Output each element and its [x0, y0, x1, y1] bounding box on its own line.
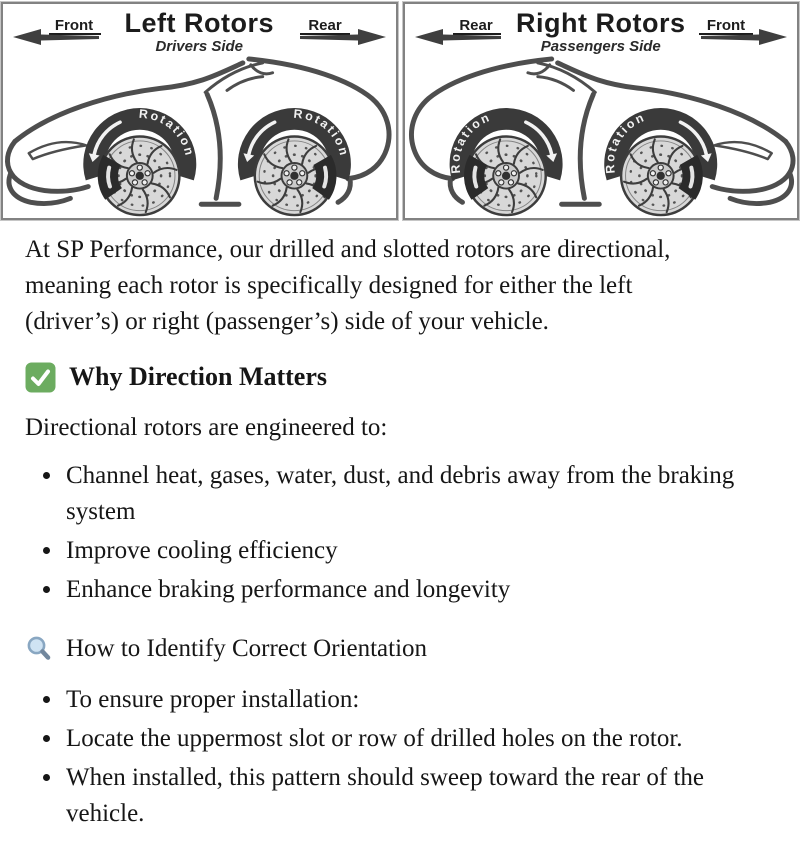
- why-direction-matters-heading: [25, 360, 775, 394]
- rear-label-text: Rear: [307, 17, 342, 34]
- magnifying-glass-icon: [25, 635, 53, 663]
- front-direction-label: [687, 16, 789, 53]
- intro-paragraph: [25, 232, 775, 340]
- intro-line: At SP Performance, our drilled and slotted rotors are directional,: [25, 236, 671, 263]
- orientation-list: [25, 682, 775, 832]
- rotor-direction-figure: [1, 2, 799, 220]
- right-rotors-panel: [403, 2, 800, 220]
- left-panel-header: [11, 9, 388, 55]
- right-panel-header: [413, 9, 790, 55]
- rear-label-text: Rear: [458, 17, 493, 34]
- panel-title: Right Rotors: [516, 8, 686, 38]
- rear-direction-label: [413, 16, 515, 53]
- list-item: • Channel heat, gases, water, dust, and debris away from the braking system: [64, 458, 736, 530]
- left-panel-title-block: [113, 10, 286, 55]
- list-item: • To ensure proper installation:: [64, 682, 736, 718]
- rear-wheel-right-car: [448, 108, 562, 215]
- front-label-text: Front: [706, 17, 746, 34]
- right-arrow-icon: [759, 29, 787, 45]
- front-wheel-right-car: [602, 108, 716, 215]
- list-item: • Locate the uppermost slot or row of drilled holes on the rotor.: [64, 721, 736, 757]
- lead-text: Directional rotors are engineered to:: [25, 414, 388, 441]
- front-direction-label: [11, 16, 113, 53]
- front-wheel-left-car: [83, 107, 197, 215]
- front-label-text: Front: [54, 17, 94, 34]
- left-arrow-icon: [415, 29, 443, 45]
- rear-direction-label: [286, 16, 388, 53]
- heading-text: How to Identify Correct Orientation: [66, 635, 428, 662]
- left-rotors-panel: [1, 2, 398, 220]
- panel-subtitle: Passengers Side: [540, 38, 661, 55]
- list-item: • Improve cooling efficiency: [64, 533, 736, 569]
- left-arrow-icon: [13, 29, 41, 45]
- article: [0, 220, 800, 862]
- rear-wheel-left-car: [238, 107, 352, 215]
- how-to-identify-heading: [25, 632, 775, 666]
- list-item: • Enhance braking performance and longevity: [64, 572, 736, 608]
- list-item: • When installed, this pattern should sweep toward the rear of the vehicle.: [64, 760, 736, 832]
- panel-subtitle: Drivers Side: [155, 38, 244, 55]
- heading-text: Why Direction Matters: [69, 362, 328, 391]
- panel-title: Left Rotors: [124, 8, 274, 38]
- right-panel-title-block: [515, 10, 688, 55]
- intro-line: meaning each rotor is specifically designed for either the left: [25, 272, 633, 299]
- check-mark-icon: [25, 362, 56, 393]
- intro-line: (driver’s) or right (passenger’s) side of your vehicle.: [25, 308, 549, 335]
- benefits-list: [25, 458, 775, 608]
- right-arrow-icon: [358, 29, 386, 45]
